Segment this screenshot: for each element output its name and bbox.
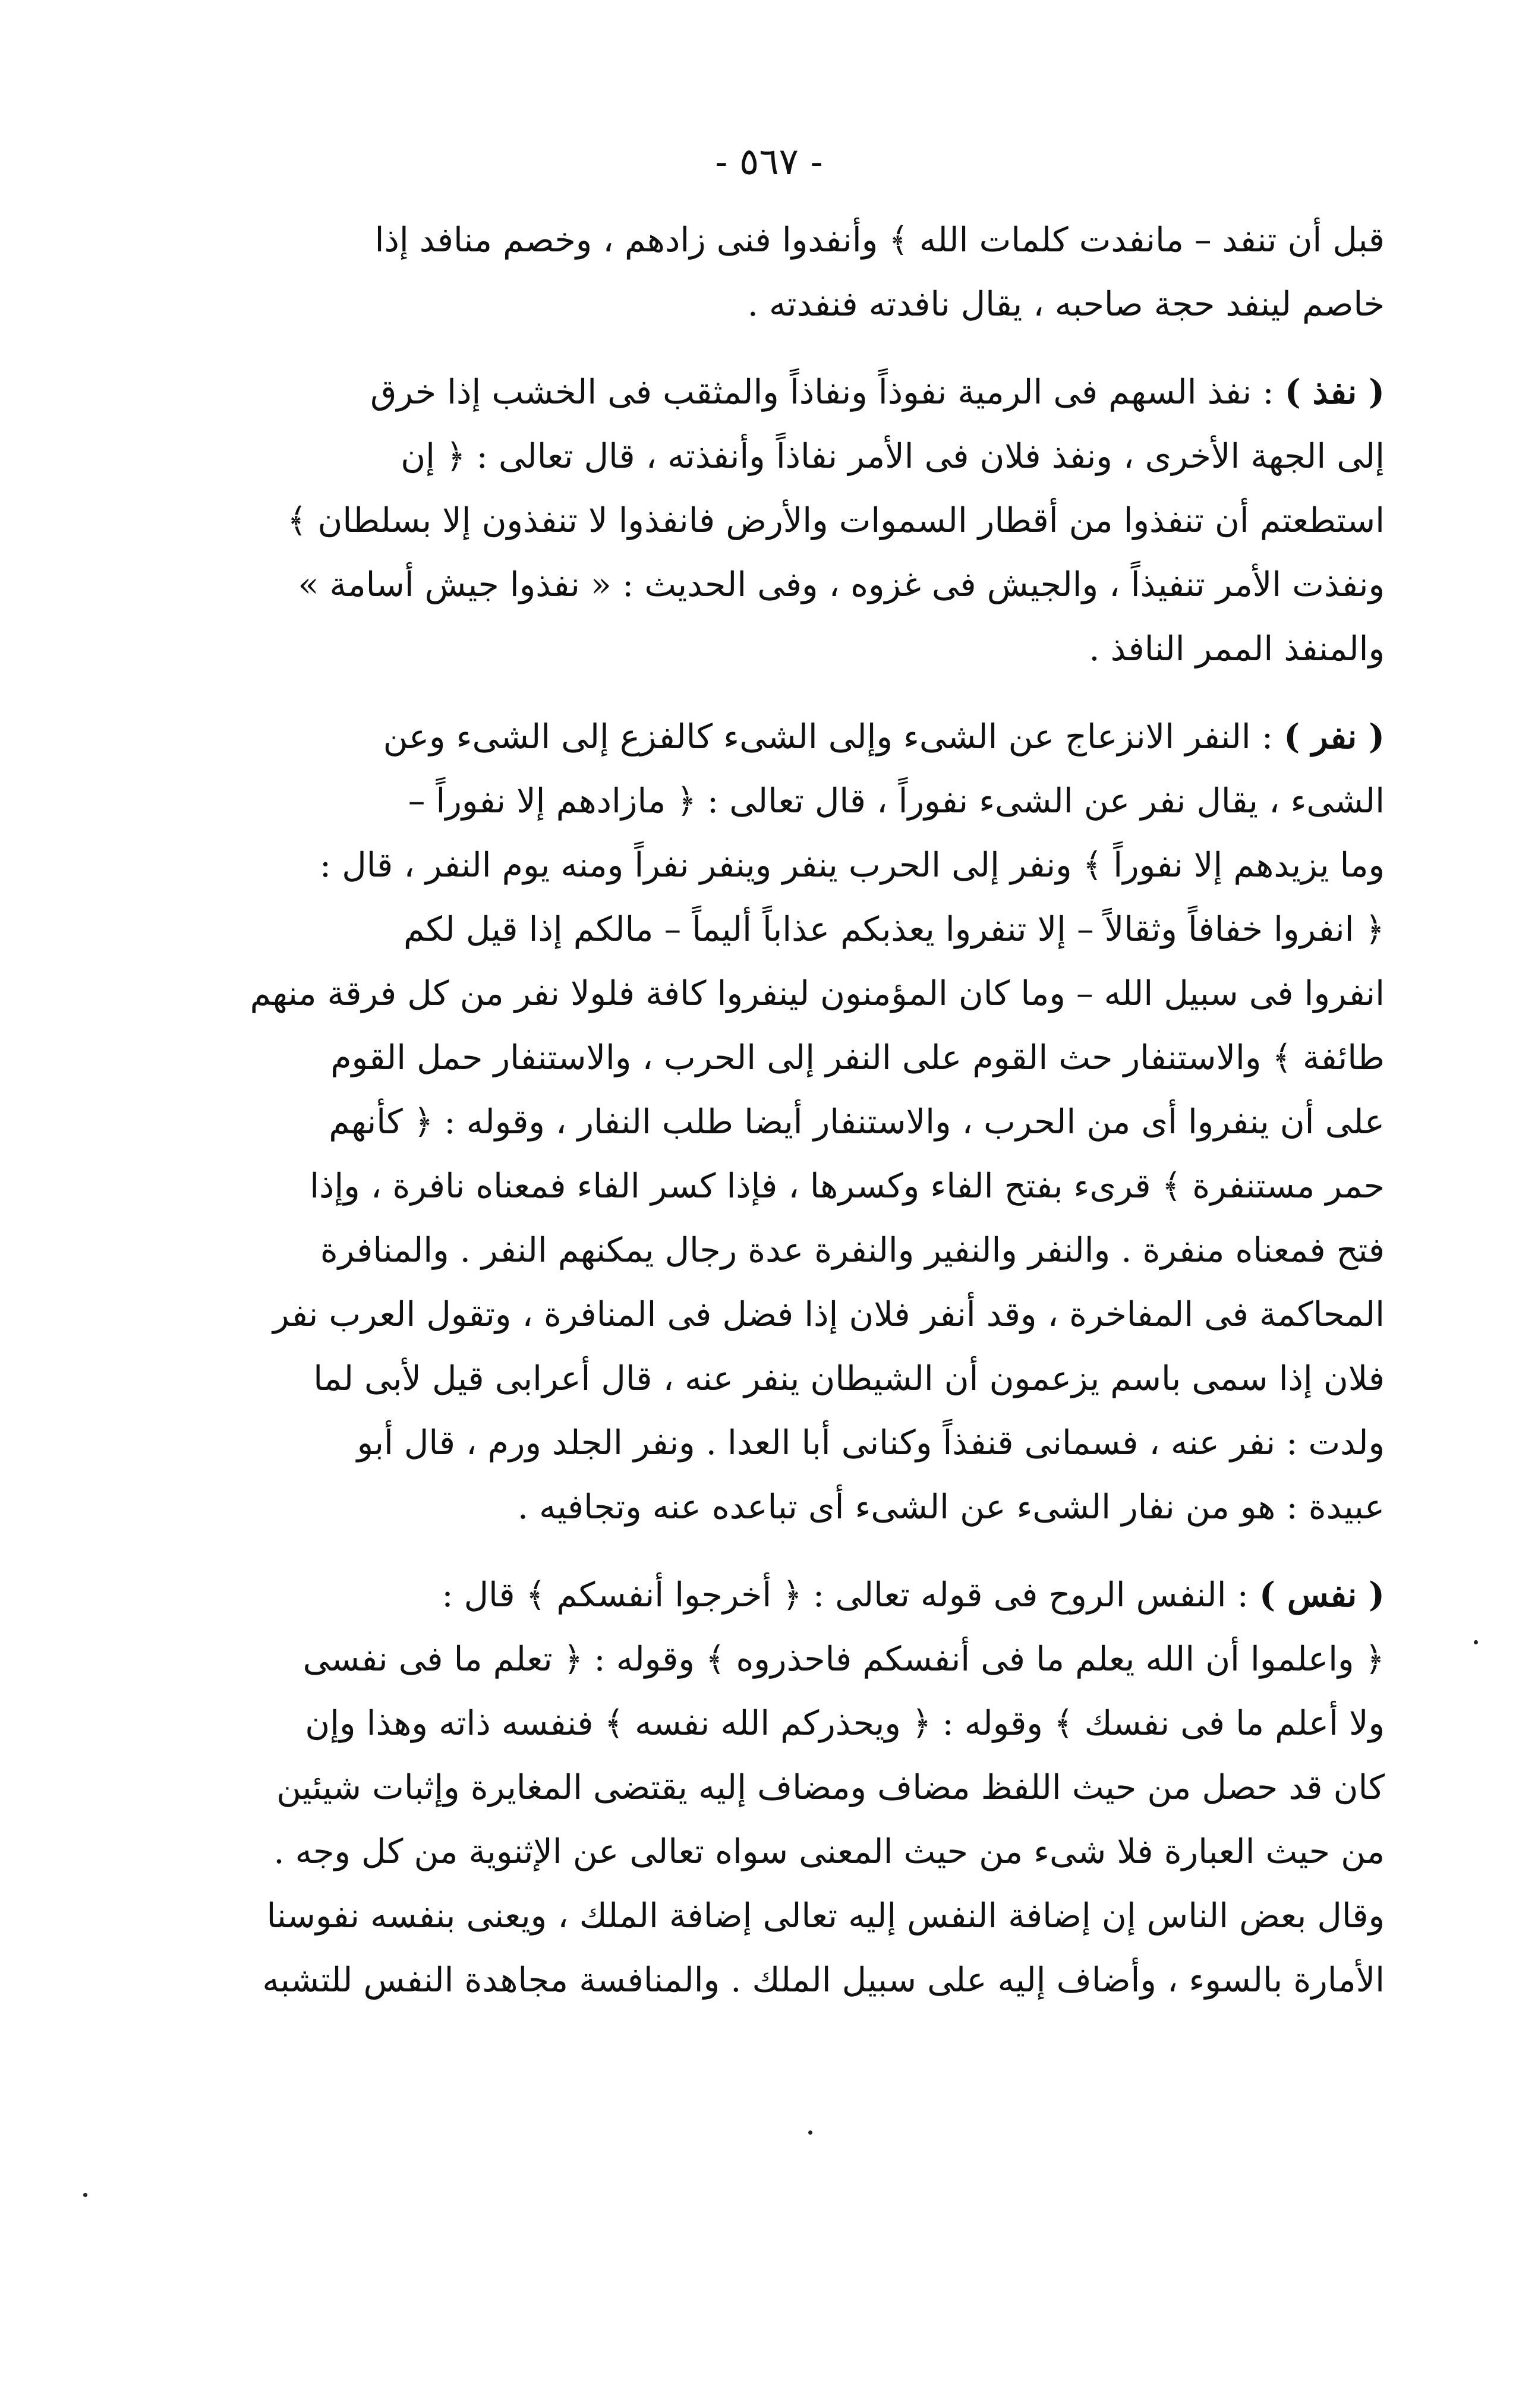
text-line: الأمارة بالسوء ، وأضاف إليه على سبيل الملك . والمنافسة مجاهدة النفس للتشبه — [262, 1961, 1385, 2000]
page-body — [160, 208, 1385, 2012]
text-line: ﴿ انفروا خفافاً وثقالاً – إلا تنفروا يعذبكم عذاباً أليماً – مالكم إذا قيل لكم — [403, 910, 1385, 949]
scan-speck — [808, 2130, 812, 2135]
text-line: فلان إذا سمى باسم يزعمون أن الشيطان ينفر عنه ، قال أعرابى قيل لأبى لما — [313, 1359, 1385, 1398]
text-line: انفروا فى سبيل الله – وما كان المؤمنون لينفروا كافة فلولا نفر من كل فرقة منهم — [250, 974, 1385, 1013]
entry-nafs — [160, 1563, 1385, 2012]
text-line: خاصم لينفد حجة صاحبه ، يقال نافدته فنفدته . — [747, 285, 1385, 324]
text-line: المحاكمة فى المفاخرة ، وقد أنفر فلان إذا فضل فى المنافرة ، وتقول العرب نفر — [273, 1295, 1385, 1334]
paragraph-nafida — [160, 208, 1385, 336]
text-line: استطعتم أن تنفذوا من أقطار السموات والأرض فانفذوا لا تنفذون إلا بسلطان ﴾ — [286, 501, 1385, 540]
entry-definition-start: : النفس الروح فى قوله تعالى : ﴿ أخرجوا أنفسكم ﴾ قال : — [442, 1575, 1259, 1615]
text-line: قبل أن تنفد – مانفدت كلمات الله ﴾ وأنفدوا فنى زادهم ، وخصم منافد إذا — [374, 220, 1385, 260]
text-line: عبيدة : هو من نفار الشىء عن الشىء أى تباعده عنه وتجافيه . — [517, 1487, 1385, 1527]
text-line — [160, 705, 1385, 769]
entry-term: ( نفس ) — [1259, 1575, 1385, 1615]
entry-nafadha — [160, 360, 1385, 681]
page-number: - ٥٦٧ - — [715, 140, 823, 183]
text-line: فتح فمعناه منفرة . والنفر والنفير والنفرة عدة رجال يمكنهم النفر . والمنافرة — [320, 1231, 1385, 1270]
text-line: ونفذت الأمر تنفيذاً ، والجيش فى غزوه ، وفى الحديث : « نفذوا جيش أسامة » — [298, 565, 1385, 604]
entry-nafara — [160, 705, 1385, 1539]
text-line: ولدت : نفر عنه ، فسمانى قنفذاً وكنانى أبا العدا . ونفر الجلد ورم ، قال أبو — [357, 1423, 1385, 1463]
entry-definition-start: : النفر الانزعاج عن الشىء وإلى الشىء كالفزع إلى الشىء وعن — [383, 717, 1284, 757]
text-line — [160, 1563, 1385, 1627]
text-line: حمر مستنفرة ﴾ قرىء بفتح الفاء وكسرها ، فإذا كسر الفاء فمعناه نافرة ، وإذا — [310, 1167, 1385, 1206]
entry-definition-start: : نفذ السهم فى الرمية نفوذاً ونفاذاً والمثقب فى الخشب إذا خرق — [370, 373, 1285, 412]
entry-term: ( نفر ) — [1284, 717, 1385, 757]
text-line: والمنفذ الممر النافذ . — [1089, 629, 1385, 669]
text-line — [160, 360, 1385, 424]
scan-speck — [83, 2193, 87, 2197]
text-line: وما يزيدهم إلا نفوراً ﴾ ونفر إلى الحرب ينفر وينفر نفراً ومنه يوم النفر ، قال : — [319, 846, 1385, 885]
text-line: طائفة ﴾ والاستنفار حث القوم على النفر إلى الحرب ، والاستنفار حمل القوم — [330, 1038, 1385, 1077]
text-line: كان قد حصل من حيث اللفظ مضاف ومضاف إليه يقتضى المغايرة وإثبات شيئين — [276, 1768, 1385, 1807]
text-line: ﴿ واعلموا أن الله يعلم ما فى أنفسكم فاحذروه ﴾ وقوله : ﴿ تعلم ما فى نفسى — [302, 1640, 1385, 1679]
text-line: إلى الجهة الأخرى ، ونفذ فلان فى الأمر نفاذاً وأنفذته ، قال تعالى : ﴿ إن — [401, 437, 1385, 476]
text-line: وقال بعض الناس إن إضافة النفس إليه تعالى إضافة الملك ، ويعنى بنفسه نفوسنا — [266, 1896, 1385, 1936]
scan-speck — [1474, 1640, 1478, 1644]
entry-term: ( نفذ ) — [1284, 372, 1385, 412]
text-line: الشىء ، يقال نفر عن الشىء نفوراً ، قال تعالى : ﴿ مازادهم إلا نفوراً – — [408, 781, 1385, 821]
text-line: على أن ينفروا أى من الحرب ، والاستنفار أيضا طلب النفار ، وقوله : ﴿ كأنهم — [329, 1102, 1385, 1142]
text-line: ولا أعلم ما فى نفسك ﴾ وقوله : ﴿ ويحذركم الله نفسه ﴾ فنفسه ذاته وهذا وإن — [305, 1704, 1385, 1743]
text-line: من حيث العبارة فلا شىء من حيث المعنى سواه تعالى عن الإثنوية من كل وجه . — [273, 1832, 1385, 1871]
